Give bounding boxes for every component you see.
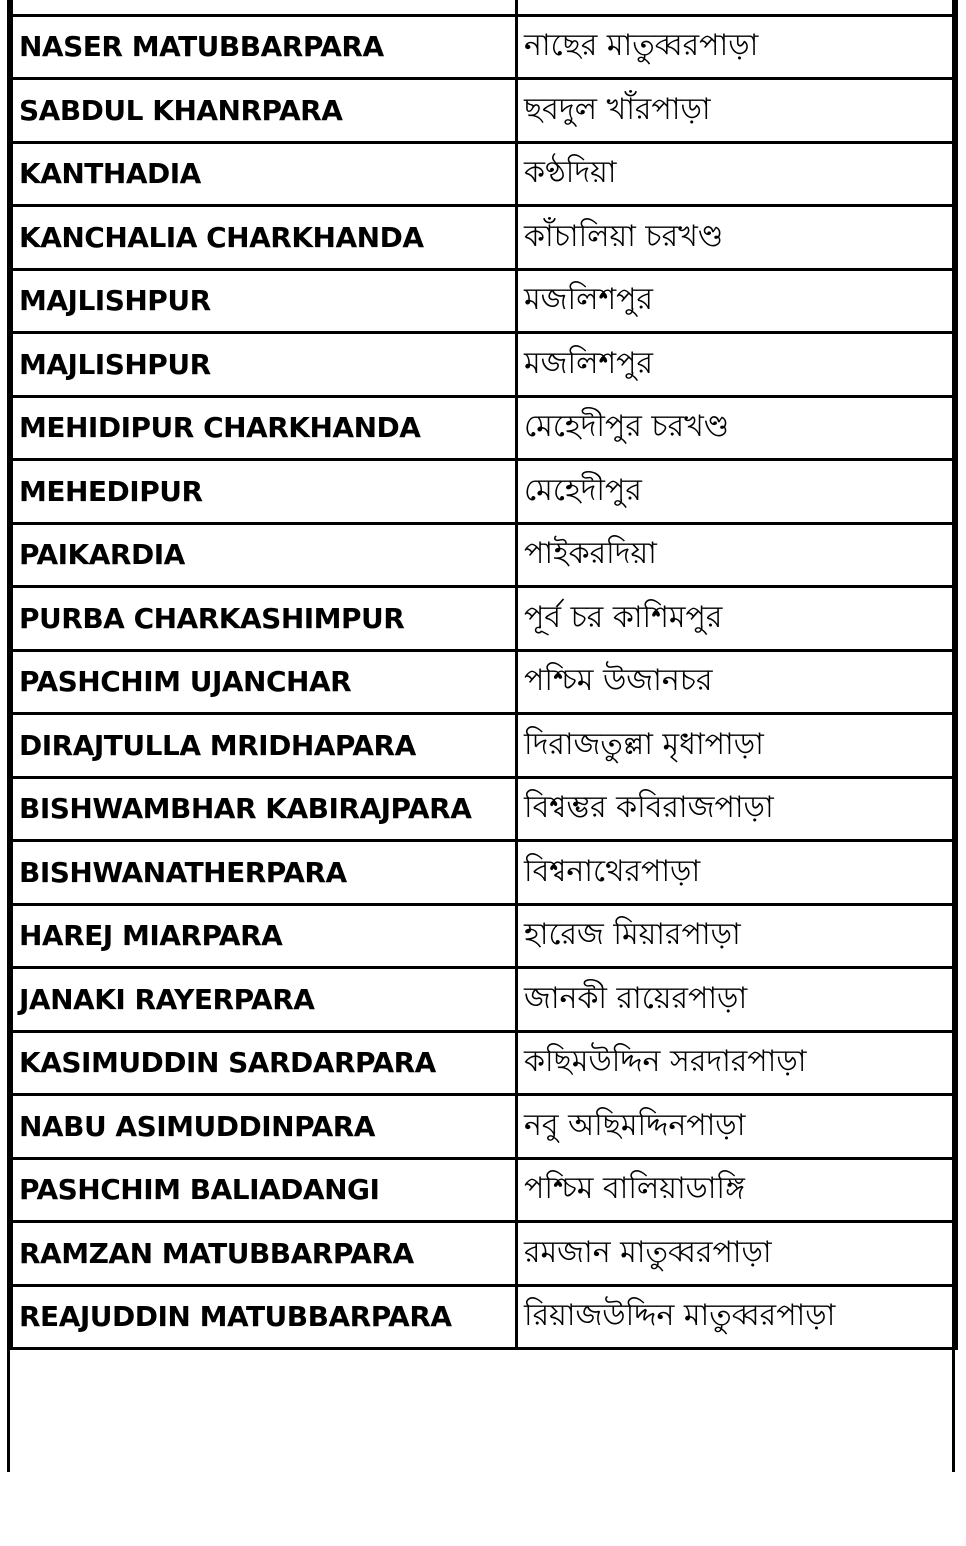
table-row <box>12 650 957 714</box>
bengali-name-cell[interactable]: রমজান মাতুব্বরপাড়া <box>517 1222 957 1286</box>
table-row <box>12 714 957 778</box>
english-name-cell[interactable]: BISHWAMBHAR KABIRAJPARA <box>12 777 517 841</box>
left-column-edge <box>0 0 10 1472</box>
english-name-cell[interactable]: DIRAJTULLA MRIDHAPARA <box>12 714 517 778</box>
table-row <box>12 968 957 1032</box>
bengali-name-cell[interactable]: মজলিশপুর <box>517 269 957 333</box>
english-name-cell[interactable]: PASHCHIM BALIADANGI <box>12 1158 517 1222</box>
table-row <box>12 142 957 206</box>
english-name-cell[interactable]: HAREJ MIARPARA <box>12 904 517 968</box>
table-row <box>12 396 957 460</box>
english-name-cell[interactable]: PURBA CHARKASHIMPUR <box>12 587 517 651</box>
table-body <box>12 0 957 1349</box>
english-name-cell[interactable]: JANAKI RAYERPARA <box>12 968 517 1032</box>
english-name-cell[interactable]: MEHEDIPUR <box>12 460 517 524</box>
bengali-name-cell[interactable]: বিশ্বনাথেরপাড়া <box>517 841 957 905</box>
table-row <box>12 460 957 524</box>
bengali-name-cell[interactable]: নাছের মাতুব্বরপাড়া <box>517 15 957 79</box>
bengali-name-cell[interactable]: মেহেদীপুর <box>517 460 957 524</box>
bengali-name-cell[interactable]: মেহেদীপুর চরখণ্ড <box>517 396 957 460</box>
english-name-cell[interactable]: PASHCHIM UJANCHAR <box>12 650 517 714</box>
bengali-name-cell[interactable]: নবু অছিমদ্দিনপাড়া <box>517 1095 957 1159</box>
bengali-name-cell[interactable]: দিরাজতুল্লা মৃধাপাড়া <box>517 714 957 778</box>
bengali-name-cell[interactable]: রিয়াজউদ্দিন মাতুব্বরপাড়া <box>517 1285 957 1349</box>
english-name-cell[interactable]: KASIMUDDIN SARDARPARA <box>12 1031 517 1095</box>
bengali-name-cell[interactable]: কণ্ঠদিয়া <box>517 142 957 206</box>
table-row <box>12 333 957 397</box>
table-row-partial <box>12 0 957 15</box>
english-name-cell[interactable]: RAMZAN MATUBBARPARA <box>12 1222 517 1286</box>
bengali-name-cell[interactable]: ছবদুল খাঁরপাড়া <box>517 79 957 143</box>
english-name-cell[interactable]: MAJLISHPUR <box>12 333 517 397</box>
bengali-name-cell[interactable]: পাইকরদিয়া <box>517 523 957 587</box>
table-row <box>12 79 957 143</box>
bengali-name-cell[interactable]: পশ্চিম বালিয়াডাঙ্গি <box>517 1158 957 1222</box>
table-row <box>12 523 957 587</box>
table-row <box>12 587 957 651</box>
english-name-cell[interactable]: MEHIDIPUR CHARKHANDA <box>12 396 517 460</box>
bengali-name-cell[interactable]: পশ্চিম উজানচর <box>517 650 957 714</box>
table-row <box>12 777 957 841</box>
bengali-name-cell[interactable]: হারেজ মিয়ারপাড়া <box>517 904 957 968</box>
english-name-cell[interactable]: NASER MATUBBARPARA <box>12 15 517 79</box>
bengali-name-cell[interactable]: কাঁচালিয়া চরখণ্ড <box>517 206 957 270</box>
table-row <box>12 206 957 270</box>
english-name-cell[interactable]: KANTHADIA <box>12 142 517 206</box>
english-name-cell[interactable]: BISHWANATHERPARA <box>12 841 517 905</box>
table-row <box>12 904 957 968</box>
bengali-name-cell[interactable]: পূর্ব চর কাশিমপুর <box>517 587 957 651</box>
english-name-cell[interactable]: REAJUDDIN MATUBBARPARA <box>12 1285 517 1349</box>
table-row <box>12 1031 957 1095</box>
village-name-table <box>10 0 958 1350</box>
english-name-cell[interactable]: MAJLISHPUR <box>12 269 517 333</box>
english-name-cell[interactable]: PAIKARDIA <box>12 523 517 587</box>
english-name-cell[interactable]: KANCHALIA CHARKHANDA <box>12 206 517 270</box>
table-row <box>12 1285 957 1349</box>
table-row <box>12 1222 957 1286</box>
bengali-name-cell[interactable] <box>517 0 957 15</box>
table-row <box>12 15 957 79</box>
english-name-cell[interactable]: NABU ASIMUDDINPARA <box>12 1095 517 1159</box>
table-row <box>12 1158 957 1222</box>
bengali-name-cell[interactable]: জানকী রায়েরপাড়া <box>517 968 957 1032</box>
english-name-cell[interactable] <box>12 0 517 15</box>
bengali-name-cell[interactable]: বিশ্বম্ভর কবিরাজপাড়া <box>517 777 957 841</box>
table-row <box>12 841 957 905</box>
bengali-name-cell[interactable]: কছিমউদ্দিন সরদারপাড়া <box>517 1031 957 1095</box>
bengali-name-cell[interactable]: মজলিশপুর <box>517 333 957 397</box>
english-name-cell[interactable]: SABDUL KHANRPARA <box>12 79 517 143</box>
right-column-edge <box>952 0 966 1472</box>
table-row <box>12 1095 957 1159</box>
table-row <box>12 269 957 333</box>
